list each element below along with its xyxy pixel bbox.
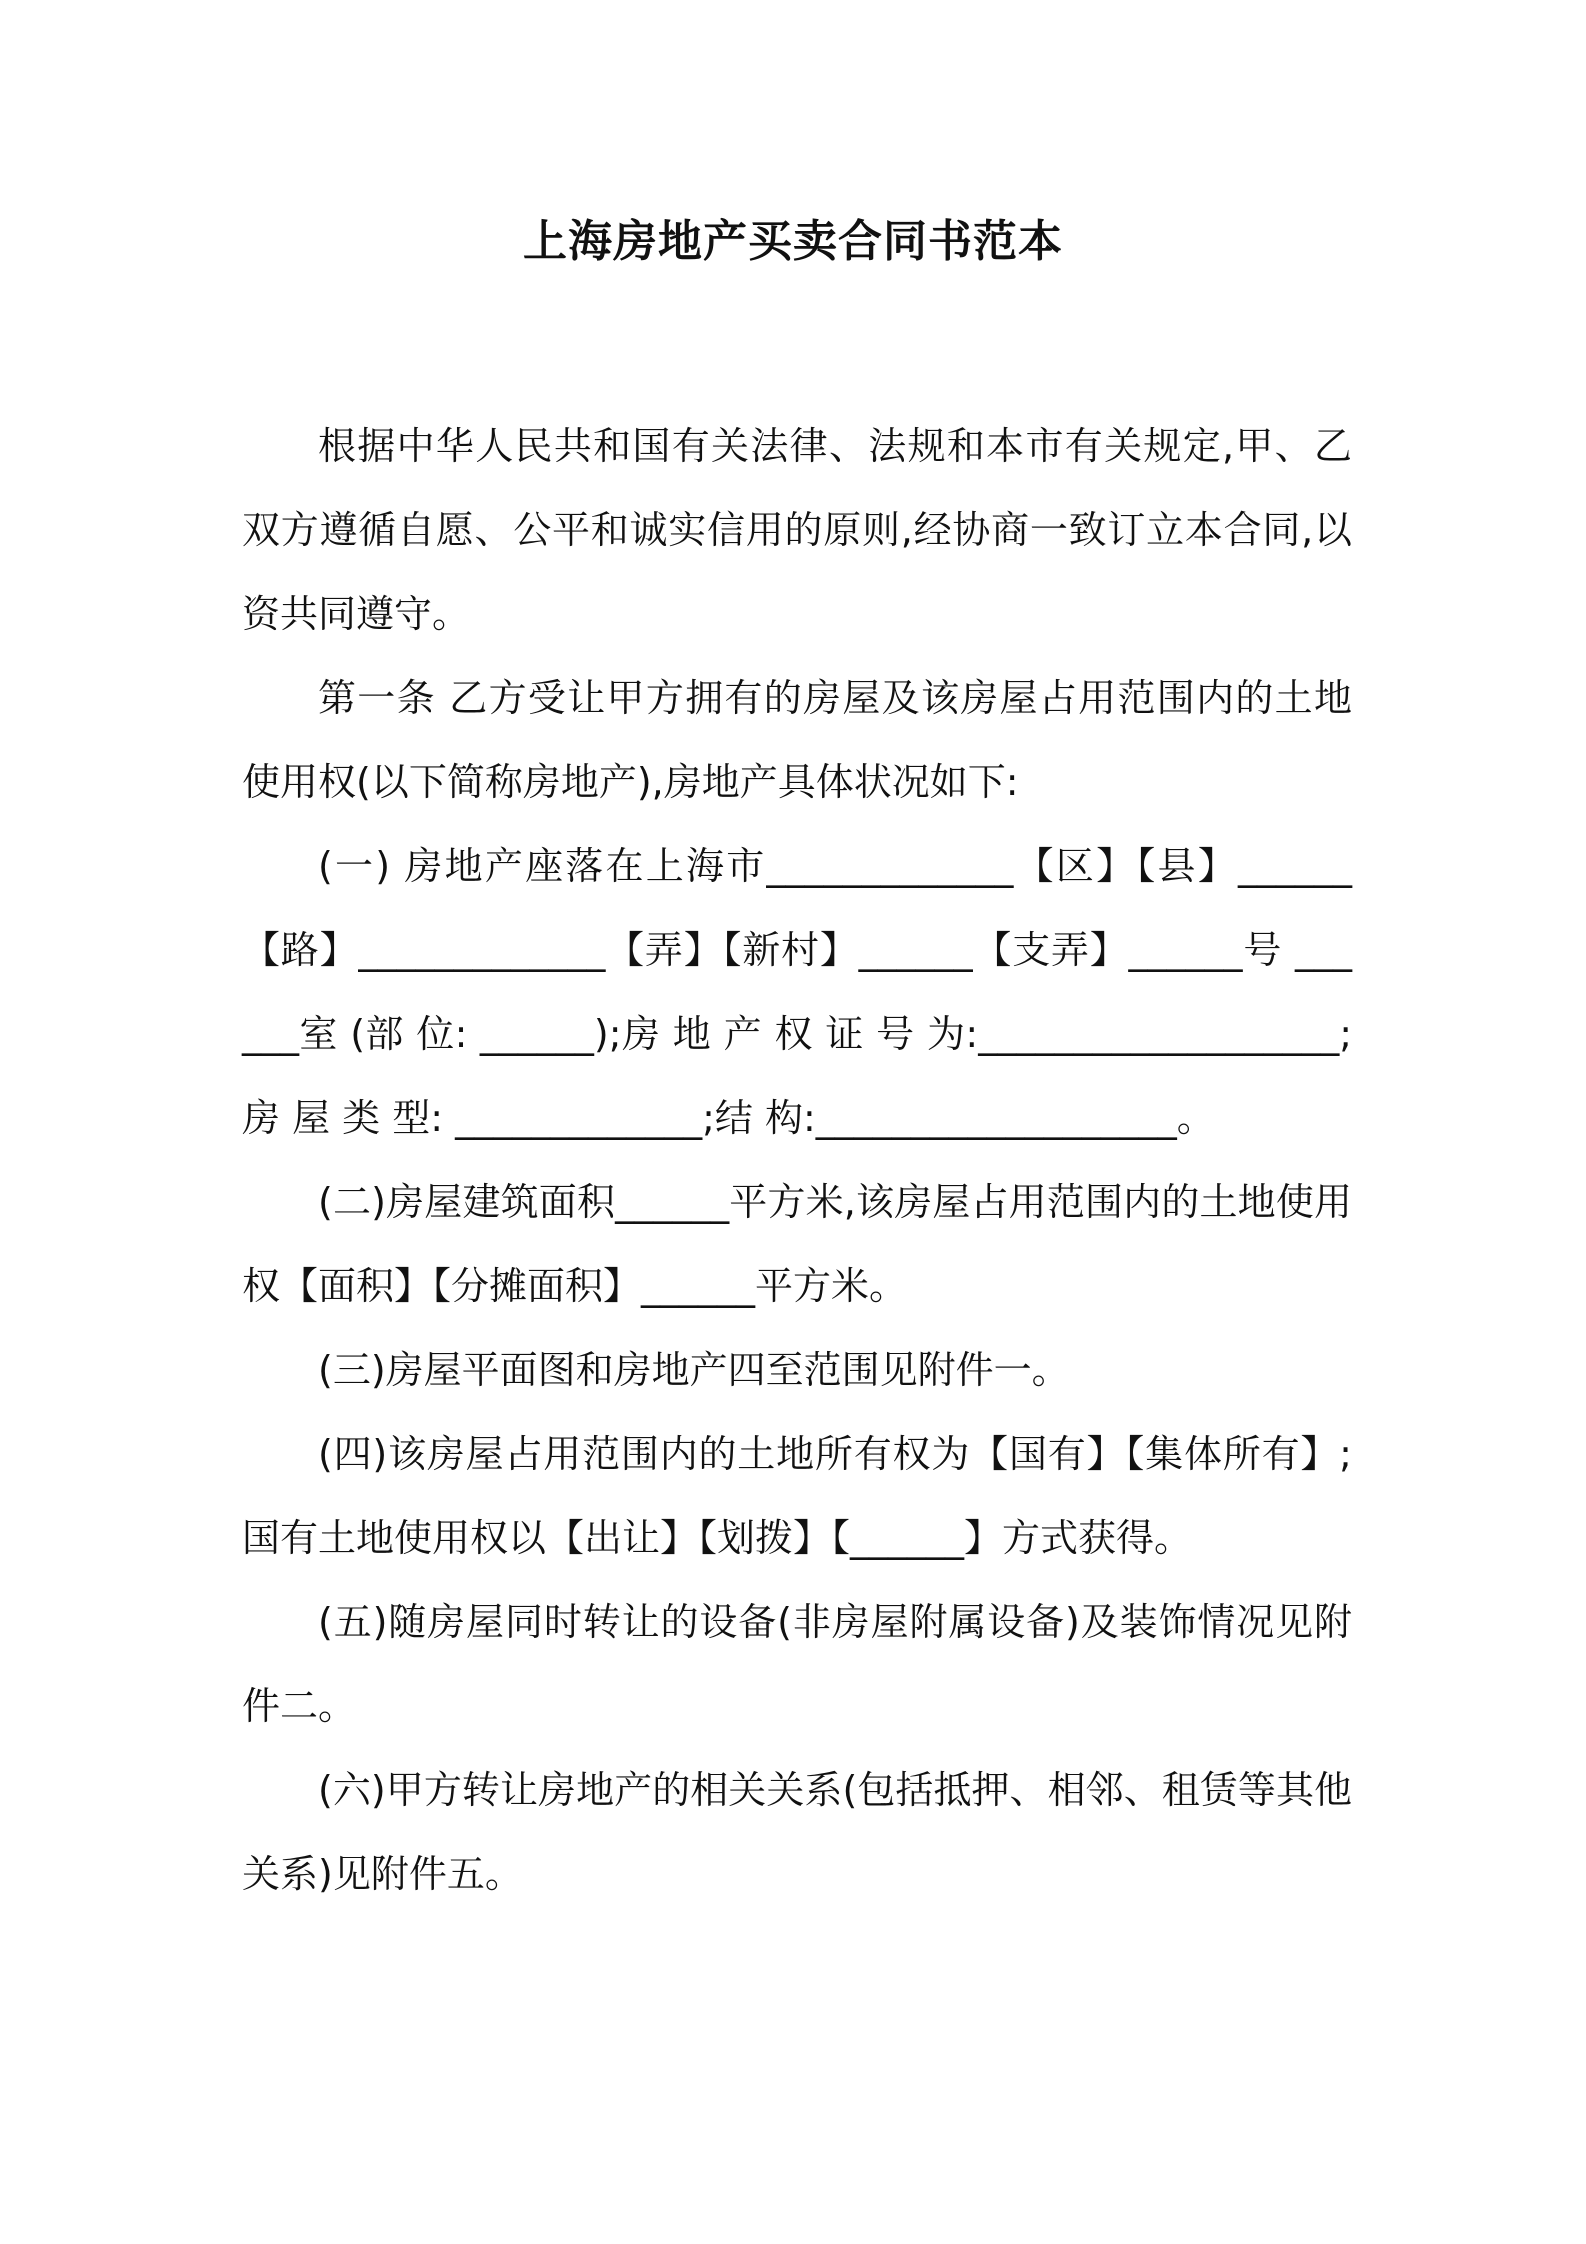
paragraph-item-6-relations: (六)甲方转让房地产的相关关系(包括抵押、相邻、租赁等其他关系)见附件五。 [242,1768,1352,1896]
paragraph-item-1-location: (一) 房地产座落在上海市_____________【区】【县】______【路】_____________【弄】【新村】______【支弄】______号 ______室 (部 位: ______);房 地 产 权 证 号 为:___________________;房 屋 类 型: _____________;结 构:___________________。 [242,844,1352,1140]
document-body [242,404,1352,1916]
paragraph-item-4-land-ownership: (四)该房屋占用范围内的土地所有权为【国有】【集体所有】;国有土地使用权以【出让】【划拨】【______】方式获得。 [242,1432,1352,1560]
paragraph-item-2-area: (二)房屋建筑面积______平方米,该房屋占用范围内的土地使用权【面积】【分摊面积】______平方米。 [242,1180,1352,1308]
document-title: 上海房地产买卖合同书范本 [523,216,1063,267]
paragraph-article-1: 第一条 乙方受让甲方拥有的房屋及该房屋占用范围内的土地使用权(以下简称房地产),房地产具体状况如下: [242,676,1352,804]
paragraph-item-5-equipment: (五)随房屋同时转让的设备(非房屋附属设备)及装饰情况见附件二。 [242,1600,1352,1728]
paragraph-preamble: 根据中华人民共和国有关法律、法规和本市有关规定,甲、乙双方遵循自愿、公平和诚实信用的原则,经协商一致订立本合同,以资共同遵守。 [242,424,1352,636]
paragraph-item-3-floorplan: (三)房屋平面图和房地产四至范围见附件一。 [318,1348,1070,1392]
